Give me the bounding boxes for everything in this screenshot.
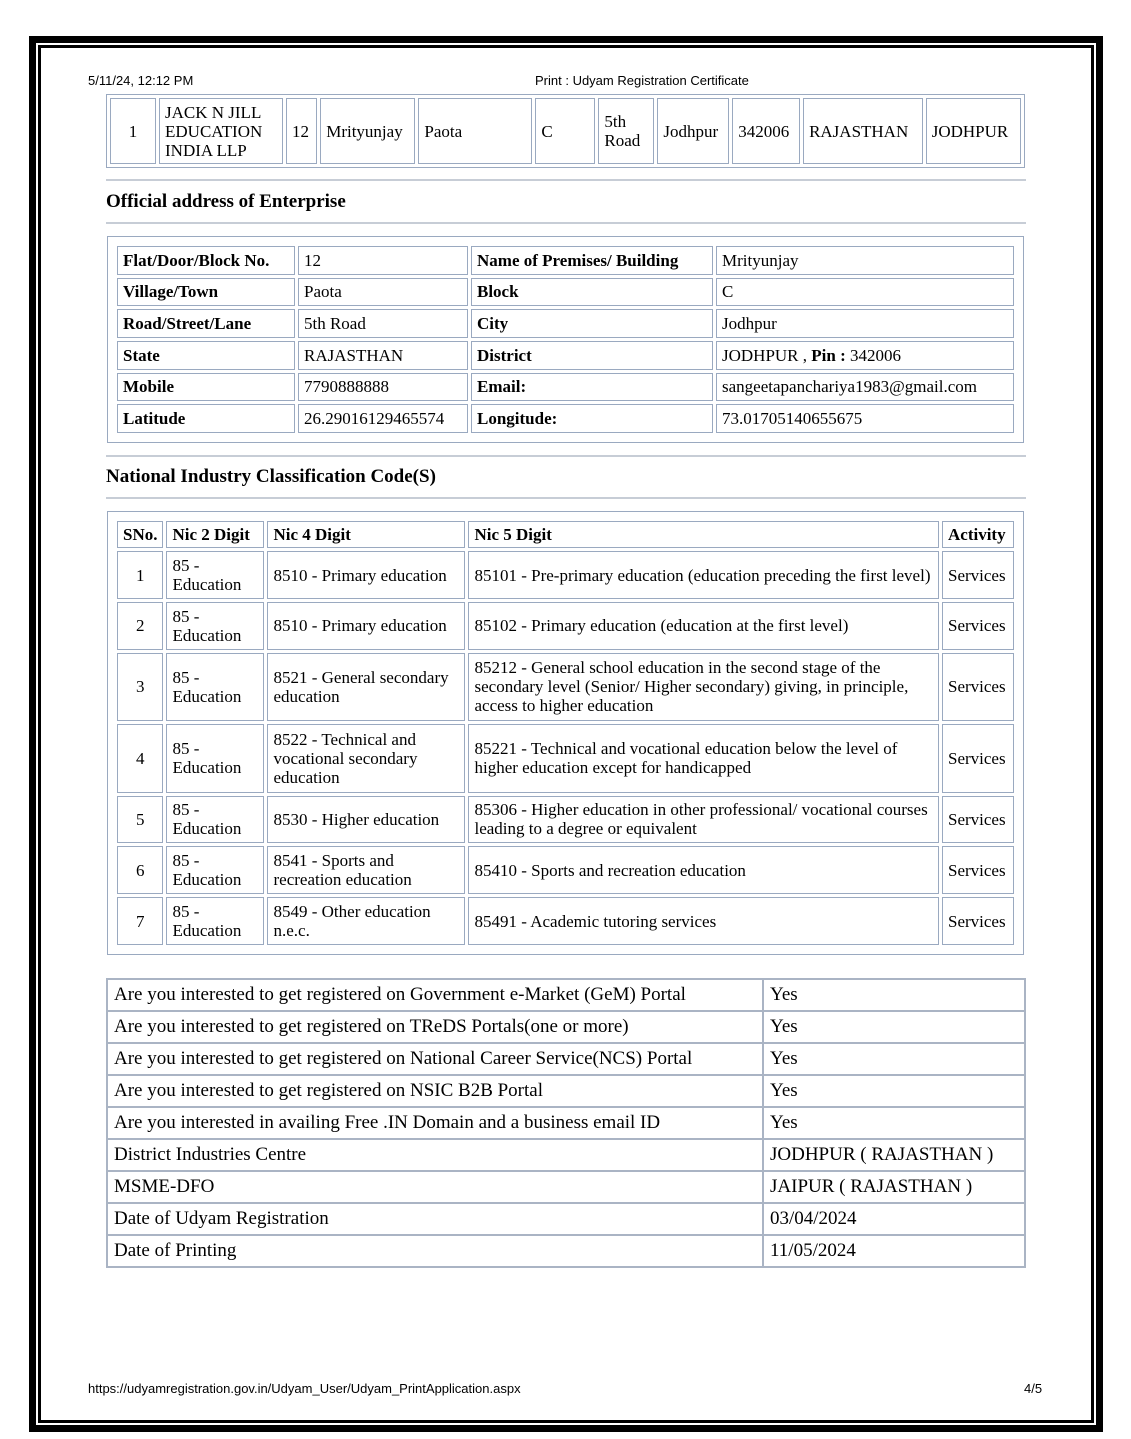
question-text: Are you interested in availing Free .IN Domain and a business email ID — [107, 1107, 763, 1139]
answer-value: JAIPUR ( RAJASTHAN ) — [763, 1171, 1025, 1203]
portal-questions-table — [106, 978, 1026, 1268]
address-value: Jodhpur — [716, 309, 1014, 338]
address-value: sangeetapanchariya1983@gmail.com — [716, 373, 1014, 402]
answer-value: Yes — [763, 1043, 1025, 1075]
address-value: 5th Road — [298, 309, 468, 338]
divider — [106, 455, 1026, 457]
nic-cell-nic4: 8510 - Primary education — [267, 602, 465, 650]
address-label: Village/Town — [117, 278, 295, 307]
unit-village: Paota — [418, 98, 532, 164]
nic-cell-activity: Services — [942, 897, 1014, 945]
answer-value: JODHPUR ( RAJASTHAN ) — [763, 1139, 1025, 1171]
address-value: 7790888888 — [298, 373, 468, 402]
address-label: District — [471, 341, 713, 370]
official-address-table — [107, 236, 1024, 443]
unit-road: 5th Road — [598, 98, 654, 164]
nic-cell-nic4: 8521 - General secondary education — [267, 653, 465, 721]
nic-cell-nic5: 85101 - Pre-primary education (education preceding the first level) — [468, 551, 939, 599]
divider — [106, 179, 1026, 181]
table-header-row — [117, 521, 1014, 548]
table-row — [110, 98, 1021, 164]
nic-cell-nic2: 85 - Education — [166, 796, 264, 844]
table-row — [117, 373, 1014, 402]
unit-city: Jodhpur — [657, 98, 729, 164]
address-label: Flat/Door/Block No. — [117, 246, 295, 275]
answer-value: Yes — [763, 1011, 1025, 1043]
nic-cell-nic2: 85 - Education — [166, 846, 264, 894]
nic-cell-activity: Services — [942, 602, 1014, 650]
page-number: 4/5 — [1024, 1381, 1043, 1396]
table-row — [107, 1011, 1025, 1043]
table-row — [117, 897, 1014, 945]
table-row — [107, 1075, 1025, 1107]
nic-cell-sno: 7 — [117, 897, 163, 945]
unit-flat: 12 — [286, 98, 317, 164]
address-value: 26.29016129465574 — [298, 404, 468, 433]
nic-cell-nic4: 8549 - Other education n.e.c. — [267, 897, 465, 945]
nic-cell-nic4: 8530 - Higher education — [267, 796, 465, 844]
address-value: RAJASTHAN — [298, 341, 468, 370]
official-address-title: Official address of Enterprise — [106, 191, 346, 212]
question-text: MSME-DFO — [107, 1171, 763, 1203]
table-row — [117, 602, 1014, 650]
nic-cell-nic5: 85410 - Sports and recreation education — [468, 846, 939, 894]
table-row — [107, 1235, 1025, 1267]
print-title: Print : Udyam Registration Certificate — [535, 73, 749, 88]
nic-title: National Industry Classification Code(S) — [106, 466, 436, 487]
answer-value: 11/05/2024 — [763, 1235, 1025, 1267]
unit-location-table — [106, 94, 1025, 168]
unit-name: JACK N JILL EDUCATION INDIA LLP — [159, 98, 283, 164]
question-text: Date of Udyam Registration — [107, 1203, 763, 1235]
address-label: Name of Premises/ Building — [471, 246, 713, 275]
nic-cell-sno: 3 — [117, 653, 163, 721]
table-row — [117, 309, 1014, 338]
address-label: Email: — [471, 373, 713, 402]
question-text: Are you interested to get registered on TReDS Portals(one or more) — [107, 1011, 763, 1043]
nic-cell-sno: 5 — [117, 796, 163, 844]
table-row — [107, 979, 1025, 1011]
nic-cell-activity: Services — [942, 653, 1014, 721]
table-row — [117, 653, 1014, 721]
nic-cell-activity: Services — [942, 551, 1014, 599]
nic-cell-nic5: 85102 - Primary education (education at the first level) — [468, 602, 939, 650]
nic-cell-nic5: 85306 - Higher education in other professional/ vocational courses leading to a degree or equivalent — [468, 796, 939, 844]
nic-cell-sno: 4 — [117, 724, 163, 792]
nic-cell-sno: 2 — [117, 602, 163, 650]
answer-value: 03/04/2024 — [763, 1203, 1025, 1235]
district-value: JODHPUR , — [722, 345, 812, 365]
address-label: Mobile — [117, 373, 295, 402]
nic-cell-nic5: 85491 - Academic tutoring services — [468, 897, 939, 945]
column-header: Activity — [942, 521, 1014, 548]
table-row — [117, 551, 1014, 599]
nic-cell-nic2: 85 - Education — [166, 653, 264, 721]
table-row — [117, 278, 1014, 307]
table-row — [117, 341, 1014, 370]
divider — [106, 222, 1026, 224]
address-label: State — [117, 341, 295, 370]
column-header: Nic 4 Digit — [267, 521, 465, 548]
answer-value: Yes — [763, 979, 1025, 1011]
table-row — [117, 724, 1014, 792]
pin-label: Pin : — [811, 345, 846, 365]
address-label: Latitude — [117, 404, 295, 433]
address-label: Road/Street/Lane — [117, 309, 295, 338]
nic-cell-nic2: 85 - Education — [166, 551, 264, 599]
address-value: Mrityunjay — [716, 246, 1014, 275]
nic-cell-activity: Services — [942, 796, 1014, 844]
nic-cell-sno: 6 — [117, 846, 163, 894]
column-header: SNo. — [117, 521, 163, 548]
answer-value: Yes — [763, 1075, 1025, 1107]
address-label: City — [471, 309, 713, 338]
question-text: Date of Printing — [107, 1235, 763, 1267]
address-value: 12 — [298, 246, 468, 275]
address-value: C — [716, 278, 1014, 307]
column-header: Nic 2 Digit — [166, 521, 264, 548]
unit-pin: 342006 — [732, 98, 800, 164]
nic-cell-nic4: 8541 - Sports and recreation education — [267, 846, 465, 894]
nic-cell-nic5: 85212 - General school education in the second stage of the secondary level (Senior/ Higher secondary) giving, in principle, access to higher education — [468, 653, 939, 721]
answer-value: Yes — [763, 1107, 1025, 1139]
table-row — [117, 796, 1014, 844]
print-datetime: 5/11/24, 12:12 PM — [88, 73, 194, 88]
pin-value: 342006 — [845, 345, 902, 365]
table-row — [107, 1107, 1025, 1139]
address-value: Paota — [298, 278, 468, 307]
nic-cell-activity: Services — [942, 724, 1014, 792]
table-row — [107, 1203, 1025, 1235]
unit-premises: Mrityunjay — [320, 98, 415, 164]
question-text: Are you interested to get registered on Government e-Market (GeM) Portal — [107, 979, 763, 1011]
unit-state: RAJASTHAN — [803, 98, 923, 164]
nic-cell-activity: Services — [942, 846, 1014, 894]
address-value: 73.01705140655675 — [716, 404, 1014, 433]
address-value — [716, 341, 1014, 370]
table-row — [117, 404, 1014, 433]
address-label: Longitude: — [471, 404, 713, 433]
nic-cell-nic2: 85 - Education — [166, 724, 264, 792]
nic-cell-sno: 1 — [117, 551, 163, 599]
table-row — [117, 846, 1014, 894]
unit-sno: 1 — [110, 98, 156, 164]
table-row — [107, 1139, 1025, 1171]
divider — [106, 497, 1026, 499]
table-row — [117, 246, 1014, 275]
question-text: Are you interested to get registered on National Career Service(NCS) Portal — [107, 1043, 763, 1075]
address-label: Block — [471, 278, 713, 307]
question-text: Are you interested to get registered on NSIC B2B Portal — [107, 1075, 763, 1107]
nic-cell-nic2: 85 - Education — [166, 602, 264, 650]
unit-block: C — [535, 98, 595, 164]
nic-cell-nic4: 8522 - Technical and vocational secondary education — [267, 724, 465, 792]
nic-cell-nic2: 85 - Education — [166, 897, 264, 945]
column-header: Nic 5 Digit — [468, 521, 939, 548]
footer-url: https://udyamregistration.gov.in/Udyam_User/Udyam_PrintApplication.aspx — [88, 1381, 521, 1396]
table-row — [107, 1171, 1025, 1203]
nic-table — [107, 511, 1024, 955]
nic-cell-nic5: 85221 - Technical and vocational education below the level of higher education except for handicapped — [468, 724, 939, 792]
unit-district: JODHPUR — [926, 98, 1021, 164]
nic-cell-nic4: 8510 - Primary education — [267, 551, 465, 599]
table-row — [107, 1043, 1025, 1075]
question-text: District Industries Centre — [107, 1139, 763, 1171]
